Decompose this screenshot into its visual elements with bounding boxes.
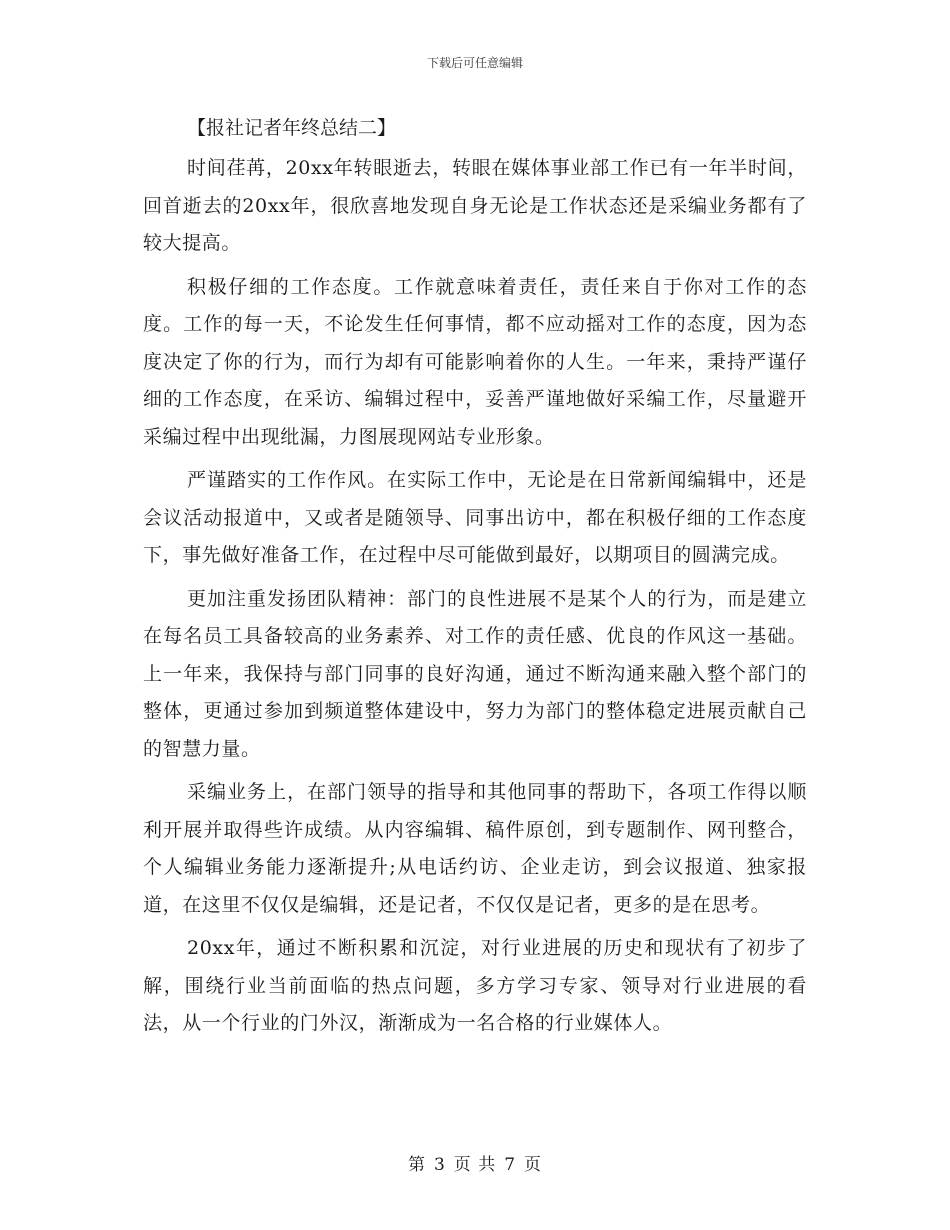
paragraph: 20xx年，通过不断积累和沉淀，对行业进展的历史和现状有了初步了解，围绕行业当前面临的热点问题，多方学习专家、领导对行业进展的看法，从一个行业的门外汉，渐渐成为一名合格的行业媒体人。: [143, 937, 807, 1034]
total-pages-number: 7: [504, 1155, 517, 1175]
current-page-number: 3: [433, 1155, 446, 1175]
document-body: [143, 106, 807, 1049]
page-footer: [0, 1150, 950, 1175]
footer-middle: 页 共: [453, 1155, 497, 1175]
footer-prefix: 第: [407, 1155, 426, 1175]
section-title: 【报社记者年终总结二】: [187, 117, 397, 139]
footer-suffix: 页: [524, 1155, 543, 1175]
paragraph: 严谨踏实的工作作风。在实际工作中，无论是在日常新闻编辑中，还是会议活动报道中，又或者是随领导、同事出访中，都在积极仔细的工作态度下，事先做好准备工作，在过程中尽可能做到最好，以期项目的圆满完成。: [143, 469, 807, 566]
header-note: 下载后可任意编辑: [426, 56, 523, 70]
paragraph: 采编业务上，在部门领导的指导和其他同事的帮助下，各项工作得以顺利开展并取得些许成绩。从内容编辑、稿件原创，到专题制作、网刊整合，个人编辑业务能力逐渐提升;从电话约访、企业走访，到会议报道、独家报道，在这里不仅仅是编辑，还是记者，不仅仅是记者，更多的是在思考。: [143, 781, 807, 916]
paragraph: 积极仔细的工作态度。工作就意味着责任，责任来自于你对工作的态度。工作的每一天，不论发生任何事情，都不应动摇对工作的态度，因为态度决定了你的行为，而行为却有可能影响着你的人生。一年来，秉持严谨仔细的工作态度，在采访、编辑过程中，妥善严谨地做好采编工作，尽量避开采编过程中出现纰漏，力图展现网站专业形象。: [143, 275, 807, 448]
paragraph: 更加注重发扬团队精神：部门的良性进展不是某个人的行为，而是建立在每名员工具备较高的业务素养、对工作的责任感、优良的作风这一基础。上一年来，我保持与部门同事的良好沟通，通过不断沟通来融入整个部门的整体，更通过参加到频道整体建设中，努力为部门的整体稳定进展贡献自己的智慧力量。: [143, 587, 807, 760]
paragraph: 时间荏苒，20xx年转眼逝去，转眼在媒体事业部工作已有一年半时间，回首逝去的20xx年，很欣喜地发现自身无论是工作状态还是采编业务都有了较大提高。: [143, 157, 807, 254]
